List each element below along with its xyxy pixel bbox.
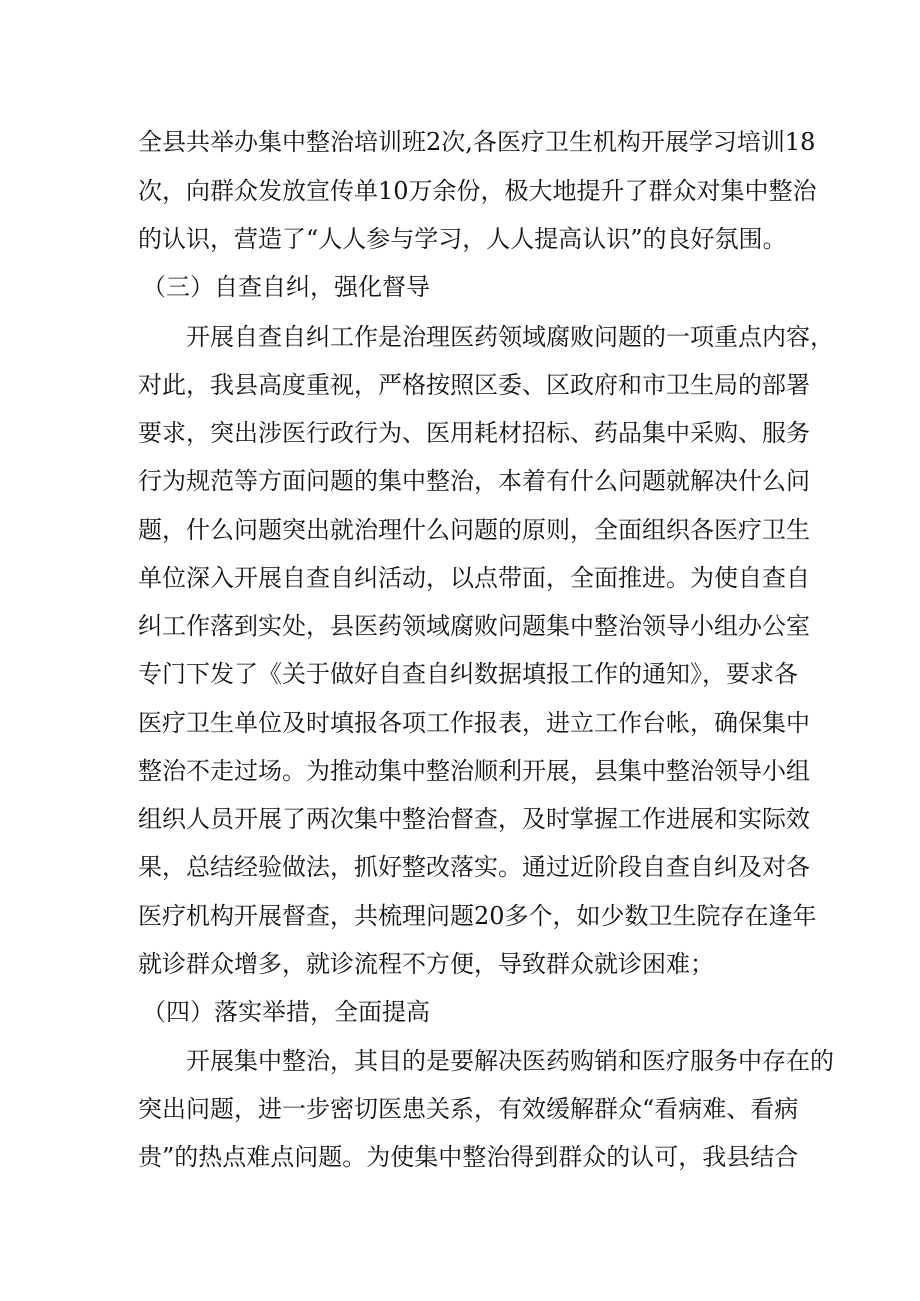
paragraph-2-line-4: 行为规范等方面问题的集中整治，本着有什么问题就解决什么问 — [138, 467, 810, 495]
paragraph-1-line-3: 的认识，营造了“人人参与学习，人人提高认识”的良好氛围。 — [138, 225, 787, 253]
paragraph-2-line-7: 纠工作落到实处，县医药领域腐败问题集中整治领导小组办公室 — [138, 612, 810, 640]
paragraph-2-line-3: 要求，突出涉医行政行为、医用耗材招标、药品集中采购、服务 — [138, 419, 810, 447]
paragraph-2-line-14: 就诊群众增多，就诊流程不方便，导致群众就诊困难； — [138, 950, 714, 978]
paragraph-2-line-1: 开展自查自纠工作是治理医药领域腐败问题的一项重点内容， — [186, 323, 834, 351]
paragraph-2-line-10: 整治不走过场。为推动集中整治顺利开展，县集中整治领导小组 — [138, 757, 810, 785]
section-heading-3: （三）自查自纠，强化督导 — [142, 273, 430, 301]
paragraph-2-line-12: 果，总结经验做法，抓好整改落实。通过近阶段自查自纠及对各 — [138, 853, 810, 881]
paragraph-2-line-11: 组织人员开展了两次集中整治督查，及时掌握工作进展和实际效 — [138, 805, 810, 833]
paragraph-3-line-2: 突出问题，进一步密切医患关系，有效缓解群众“看病难、看病 — [138, 1095, 799, 1123]
paragraph-2-line-6: 单位深入开展自查自纠活动，以点带面，全面推进。为使自查自 — [138, 564, 810, 592]
paragraph-1-line-2: 次，向群众发放宣传单10万余份，极大地提升了群众对集中整治 — [138, 177, 817, 205]
section-heading-4: （四）落实举措，全面提高 — [142, 998, 430, 1026]
paragraph-2-line-2: 对此，我县高度重视，严格按照区委、区政府和市卫生局的部署 — [138, 371, 810, 399]
paragraph-1-line-1: 全县共举办集中整治培训班2次,各医疗卫生机构开展学习培训18 — [138, 128, 816, 156]
paragraph-3-line-1: 开展集中整治，其目的是要解决医药购销和医疗服务中存在的 — [186, 1047, 834, 1075]
paragraph-2-line-5: 题，什么问题突出就治理什么问题的原则，全面组织各医疗卫生 — [138, 516, 810, 544]
paragraph-3-line-3: 贵”的热点难点问题。为使集中整治得到群众的认可，我县结合 — [138, 1143, 799, 1171]
paragraph-2-line-13: 医疗机构开展督查，共梳理问题20多个，如少数卫生院存在逢年 — [138, 902, 817, 930]
paragraph-2-line-8: 专门下发了《关于做好自查自纠数据填报工作的通知》，要求各 — [138, 660, 798, 688]
paragraph-2-line-9: 医疗卫生单位及时填报各项工作报表，进立工作台帐，确保集中 — [138, 709, 810, 737]
